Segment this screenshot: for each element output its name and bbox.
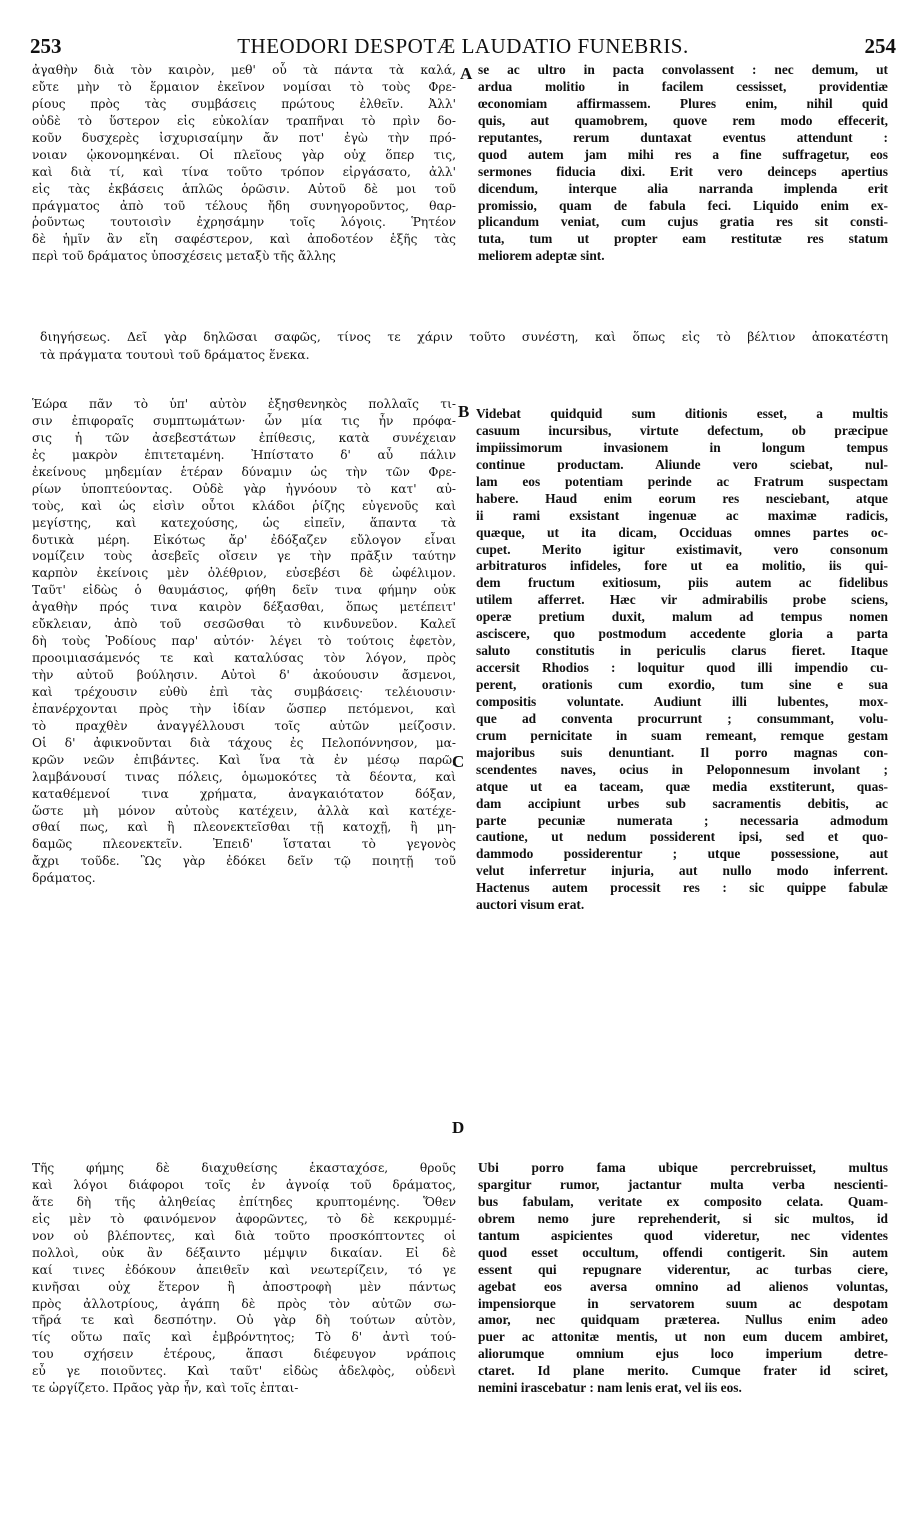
text-line: bus fabulam, veritate ex composito celata. Quam-: [478, 1193, 888, 1209]
text-line: utilem afferret. Hæc vir admirabilis probe sciens,: [476, 592, 888, 608]
text-line: operæ pretium duxit, malum ad tempus nomen: [476, 609, 888, 625]
text-line: νοιαν ᾠκονομηκέναι. Οἱ πλεῖους γὰρ οὐχ ὅπερ τις,: [32, 147, 456, 162]
text-line: καὶ διὰ τί, καὶ τίνα τοῦτο τρόπον εἰργάσατο, ἀλλ': [32, 164, 456, 179]
text-line: scendentes naves, ocius in Peloponnesum involant ;: [476, 761, 888, 777]
text-line: ρίους πρὸς τὰς συμβάσεις πρώτους ἐλθεῖν. Ἀλλ': [32, 96, 456, 111]
text-line: εὔτε μὴν τὸ ἕρμαιον ἐκεῖνον νομίσαι τὸ τοὺς Φρε-: [32, 79, 456, 94]
text-line: ἄχρι τοῦδε. Ὣς γὰρ ἐδόκει δεῖν τῷ ποιητῇ τοῦ: [32, 854, 456, 869]
text-line: ardua molitio in facilem cessisset, providentiæ: [478, 78, 888, 94]
text-line: impensiorque in servatorem suum ac despotam: [478, 1295, 888, 1311]
text-line: quod autem jam mihi res a fine suffragetur, eos: [478, 146, 888, 162]
greek-full-width-line-2: τὰ πράγματα τουτουὶ τοῦ δράματος ἕνεκα.: [40, 347, 310, 362]
text-line: cautione, ut nedum possiderent ipsi, sed et quo-: [476, 829, 888, 845]
text-line: τῆρά τε καὶ δεσπότην. Οὐ γὰρ δὴ τούτων αὐτὸν,: [32, 1313, 456, 1328]
text-line: δράματος.: [32, 871, 96, 886]
text-line: puer ac attonitæ mentis, ut non eum ducem ambiret,: [478, 1329, 888, 1345]
text-line: ἐπανέρχονται πρὸς τὴν ἰδίαν ὥσπερ πετόμενοι, καὶ: [32, 701, 456, 716]
text-line: Ἑώρα πᾶν τὸ ὑπ' αὐτὸν ἐξησθενηκὸς πολλαῖς τι-: [32, 397, 456, 411]
text-line: quod esset occultum, offendi contigerit. Sin autem: [478, 1244, 888, 1260]
text-line: περὶ τοῦ δράματος ὑποσχέσεις μεταξὺ τῆς ἄλλης: [32, 249, 336, 264]
text-line: amor, nec quidquam præterea. Nullus enim adeo: [478, 1312, 888, 1328]
text-line: dam accipiunt urbes sub sacramentis debitis, ac: [476, 795, 888, 811]
text-line: quis, aut quamobrem, quove rem modo effecerit,: [478, 112, 888, 128]
text-line: καταθέμενοί τινα χρήματα, ἀναγκαιότατον δόξαν,: [32, 786, 456, 801]
text-line: obrem nemo jure reprehenderit, si sic multos, id: [478, 1210, 888, 1226]
text-line: dicendum, interque alia narranda implenda erit: [478, 180, 888, 196]
text-line: κινῆσαι οὐχ ἕτερον ἢ ἀποστροφὴ μὲν πάντως: [32, 1279, 456, 1294]
page-number-left: 253: [30, 34, 62, 58]
text-line: ἀγαθὴν πρός τινα καιρὸν δέξασθαι, ὅπως μετέπειτ': [32, 600, 456, 615]
running-header: [30, 34, 896, 60]
text-line: εὔκλειαν, ἀπὸ τοῦ σεσῶσθαι τὸ κινδυνεῦον. Καλεῖ: [32, 617, 456, 632]
text-line: σθαί πως, καὶ ἢ πλεονεκτεῖσθαι τῇ κατοχῇ, ἢ μη-: [32, 820, 456, 835]
text-line: κρῶν νεῶν ἐπιβάντες. Καὶ ἵνα τὰ ἐν μέσῳ παρῶ,: [32, 752, 456, 767]
text-line: προοιμιασάμενός τε καὶ καταλύσας τὸν λόγον, πρὸς: [32, 651, 456, 666]
latin-column-3: [478, 1160, 888, 1397]
text-line: νομίζειν τοὺς ἀσεβεῖς οἴσειν γε τὴν πρᾶξιν ταύτην: [32, 549, 456, 564]
text-line: aliorumque omnium ejus loco imperium detre-: [478, 1346, 888, 1362]
text-line: cupet. Merito igitur existimavit, vero consonum: [476, 541, 888, 557]
text-line: τὸ πραχθὲν ἀναγγέλλουσι τοῖς αὐτῶν μείζοσιν.: [32, 718, 456, 733]
text-line: τε ὠργίζετο. Πρᾶος γὰρ ἦν, καὶ τοῖς ἐπται-: [32, 1381, 299, 1396]
text-line: tuta, tum ut propter eam restitutæ res statum: [478, 231, 888, 247]
section-marker-b: B: [458, 402, 470, 421]
text-line: μεγίστης, καὶ κατεχούσης, ὡς εἰπεῖν, ἅπαντα τὰ: [32, 515, 456, 530]
text-line: Ubi porro fama ubique percrebruisset, multus: [478, 1160, 888, 1175]
text-line: κοῦν δυσχερὲς ἰσχυρισαίμην ἄν ποτ' ἐγὼ τὴν πρό-: [32, 130, 456, 145]
text-line: πράγματος ἀπὸ τοῦ τέλους ἤδη συνηγοροῦντος, θαρ-: [32, 198, 456, 213]
text-line: ἅτε δὴ τῆς ἀληθείας ἐπίτηδες κρυπτομένης. Ὅθεν: [32, 1194, 456, 1209]
text-line: tantum aspicientes quod videretur, nec videntes: [478, 1227, 888, 1243]
text-line: perent, orationis cum exordio, tum sine e sua: [476, 677, 888, 692]
text-line: sermones fiducia dixi. Erit vero deinceps apertius: [478, 163, 888, 179]
text-line: dammodo possiderentur ; utque possessione, aut: [476, 846, 888, 862]
text-line: εἰς μὲν τὸ φαινόμενον ἀφορῶντες, τὸ δὲ κεκρυμμέ-: [32, 1211, 456, 1226]
text-line: promissio, quam de fabula feci. Liquido enim ex-: [478, 197, 888, 213]
text-line: spargitur rumor, jactantur multa verba nescienti-: [478, 1176, 888, 1192]
text-line: καρπὸν ἐκείνοις μὲν ὀλέθριον, εὐσεβέσι δὲ ὠφέλιμον.: [32, 566, 456, 581]
text-line: ctaret. Id plane merito. Cumque frater id sciret,: [478, 1363, 888, 1379]
text-line: velut inferretur injuria, aut nullo modo inferrent.: [476, 863, 888, 879]
text-line: Τῆς φήμης δὲ διαχυθείσης ἑκασταχόσε, θροῦς: [32, 1161, 456, 1175]
latin-column-2: [476, 406, 888, 914]
text-line: δὲ ἡμῖν ἂν εἴη σαφέστερον, καὶ ἀποδοτέον ἑξῆς τὰς: [32, 232, 456, 247]
text-line: se ac ultro in pacta convolassent : nec demum, ut: [478, 62, 888, 77]
text-line: Ταῦτ' εἰδὼς ὁ θαυμάσιος, φήθη δεῖν τινα φήμην οὐκ: [32, 583, 456, 598]
text-line: compositis voluntate. Audiunt illi lubentes, mox-: [476, 693, 888, 709]
text-line: continue productam. Aliunde vero sciebat, nul-: [476, 456, 888, 472]
text-line: que ad conventa procurrunt ; consummant, volu-: [476, 710, 888, 726]
text-line: agebat eos aversa omnino ad alienos voluntas,: [478, 1278, 888, 1294]
text-line: πολλοὶ, οὐκ ἂν δέξαιντο μέμψιν δικαίαν. Εἰ δὲ: [32, 1245, 456, 1260]
text-line: εἰς τὰς ἐκβάσεις ἁπλῶς ὁρῶσιν. Αὐτοῦ δὲ μοι τοῦ: [32, 181, 456, 196]
text-line: majoribus suis denuntiant. Il porro magnas con-: [476, 744, 888, 760]
text-line: ῥοῦντως τουτοισὶν ἐχρησάμην τοῖς λόγοις. Ῥητέον: [32, 215, 456, 230]
text-line: ii rami exsistant ingenuæ ac maximæ radicis,: [476, 507, 888, 523]
text-line: νον οὐ βλέποντες, καὶ διὰ τοῦτο προσκόπτοντες οἱ: [32, 1228, 456, 1243]
text-line: Hactenus autem processit res : sic quippe fabulæ: [476, 880, 888, 896]
running-title: THEODORI DESPOTÆ LAUDATIO FUNEBRIS.: [237, 34, 689, 58]
text-line: ἐς μακρὸν ἐπιτεταμένη. Ἠπίστατο δ' αὖ πάλιν: [32, 447, 456, 462]
section-marker-d: D: [452, 1118, 465, 1137]
text-line: reputantes, rerum duntaxat eventus attendunt :: [478, 129, 888, 145]
text-line: οὐδὲ τὸ ὕστερον εἰς εὐκολίαν τραπῆναι τὸ πρὶν δο-: [32, 113, 456, 128]
greek-column-1: [32, 62, 456, 265]
text-line: σιν ἐπιφοραῖς συμπτωμάτων· ὧν μία τις ἦν πρόφα-: [32, 413, 456, 428]
text-line: δυτικὰ μέρη. Εἰκότως ἄρ' ἐδόξαζεν εὔλογον εἶναι: [32, 532, 456, 547]
text-line: σις ἡ τῶν ἀσεβεστάτων ἐπίθεσις, κατὰ συνέχειαν: [32, 430, 456, 445]
text-line: plicandum veniat, cum cujus gratia res sit consti-: [478, 214, 888, 230]
text-line: habere. Haud enim eorum res nesciebant, atque: [476, 490, 888, 506]
text-line: essent qui repugnare viderentur, ac turbas ciere,: [478, 1261, 888, 1277]
text-line: δὴ τοὺς Ῥοδίους παρ' αὐτόν· λέγει τὸ τούτοις ἐφετὸν,: [32, 634, 456, 649]
section-marker-c: C: [452, 752, 465, 771]
text-line: εὖ γε ποιοῦντες. Καὶ ταῦτ' εἰδὼς ἀδελφὸς, οὐδενὶ: [32, 1364, 456, 1379]
text-line: saluto constitutis in periculis clarus fieret. Itaque: [476, 643, 888, 659]
latin-column-1: [478, 62, 888, 265]
text-line: impiissimorum invasionem in longum tempus: [476, 439, 888, 455]
page-number-right: 254: [864, 34, 896, 58]
text-line: parte pecuniæ numerata ; necessaria admodum: [476, 812, 888, 828]
text-line: καὶ τρέχουσιν εὐθὺ ἐπὶ τὰς συμβάσεις· τελέιουσιν·: [32, 684, 456, 699]
text-line: του σχήσειν ἑτέρους, ἅπασι διέφευγον νράποις: [32, 1347, 456, 1362]
text-line: meliorem adeptæ sint.: [478, 248, 605, 264]
text-line: atque ut ea taceam, quæ media exstiterunt, quas-: [476, 778, 888, 794]
section-marker-a: A: [460, 64, 473, 83]
greek-column-3: [32, 1160, 456, 1397]
text-line: ρίων ὑποπτεύοντας. Οὐδὲ γὰρ ἠγνόουν τὸ κατ' αὐ-: [32, 481, 456, 496]
text-line: δαμῶς πλεονεκτεῖν. Ἐπειδ' ἵσταται τὸ γεγονὸς: [32, 837, 456, 852]
text-line: λαμβάνουσί τινας πόλεις, ὁμωμοκότες τὰ δέοντα, καὶ: [32, 769, 456, 784]
text-line: ἐκείνους μηδεμίαν ἑτέραν δύναμιν ὡς τὴν τῶν Φρε-: [32, 464, 456, 479]
text-line: Οἱ δ' ἀφικνοῦνται διὰ τάχους ἐς Πελοπόννησον, μα-: [32, 735, 456, 750]
text-line: πρὸς ἀλλοτρίους, ἀγάπη δὲ πρὸς τὸν αὐτῶν σω-: [32, 1296, 456, 1311]
text-line: τὴν αὐτοῦ βούλησιν. Αὐτοὶ δ' ἀκούουσιν ἄσμενοι,: [32, 668, 456, 682]
text-line: asciscere, quo postmodum accedente gloria a parta: [476, 626, 888, 642]
text-line: ὥστε μὴ μόνον αὐτοὺς κατέχειν, ἀλλὰ καὶ κατέχε-: [32, 803, 456, 818]
text-line: quæque, ut ita dicam, Occiduas omnes partes oc-: [476, 524, 888, 540]
text-line: lam eos potentiam perinde ac Fratrum suspectam: [476, 473, 888, 489]
text-line: auctori visum erat.: [476, 897, 585, 913]
greek-full-width-line-1: διηγήσεως. Δεῖ γὰρ δηλῶσαι σαφῶς, τίνος τε χάριν τοῦτο συνέστη, καὶ ὅπως εἰς τὸ βέλτιον ἀποκατέστη: [40, 329, 888, 344]
text-line: ἀγαθὴν διὰ τὸν καιρὸν, μεθ' οὗ τὰ πάντα τὰ καλά,: [32, 63, 456, 77]
text-line: καί τινες ἐδόκουν ἀπειθεῖν καὶ νεωτερίζειν, τό γε: [32, 1262, 456, 1277]
greek-column-2: [32, 396, 456, 887]
text-line: καὶ λόγοι διάφοροι τοῖς ἐν ἀγνοίᾳ τοῦ δράματος,: [32, 1177, 456, 1192]
text-line: casuum incursibus, virtute defectum, ob præcipue: [476, 422, 888, 438]
text-line: nemini irascebatur : nam lenis erat, vel iis eos.: [478, 1380, 742, 1396]
text-line: œconomiam affirmassem. Plures enim, nihil quid: [478, 95, 888, 111]
text-line: τοὺς, καὶ ὡς εἰσὶν οὗτοι κλάδοι ῥίζης εὐγενοῦς καὶ: [32, 498, 456, 513]
text-line: Videbat quidquid sum ditionis esset, a multis: [476, 406, 888, 421]
text-line: crum pernicitate in suam remeant, remque gestam: [476, 727, 888, 743]
text-line: τίς οὕτω παῖς καὶ ἐμβρόντητος; Τὸ δ' ἀντὶ τού-: [32, 1330, 456, 1345]
text-line: arbitraturos infideles, fore ut ea molitio, iis qui-: [476, 558, 888, 574]
text-line: dem fructum exitiosum, piis autem ac fidelibus: [476, 575, 888, 591]
text-line: accersit Rhodios : loquitur quod illi impendio cu-: [476, 660, 888, 676]
